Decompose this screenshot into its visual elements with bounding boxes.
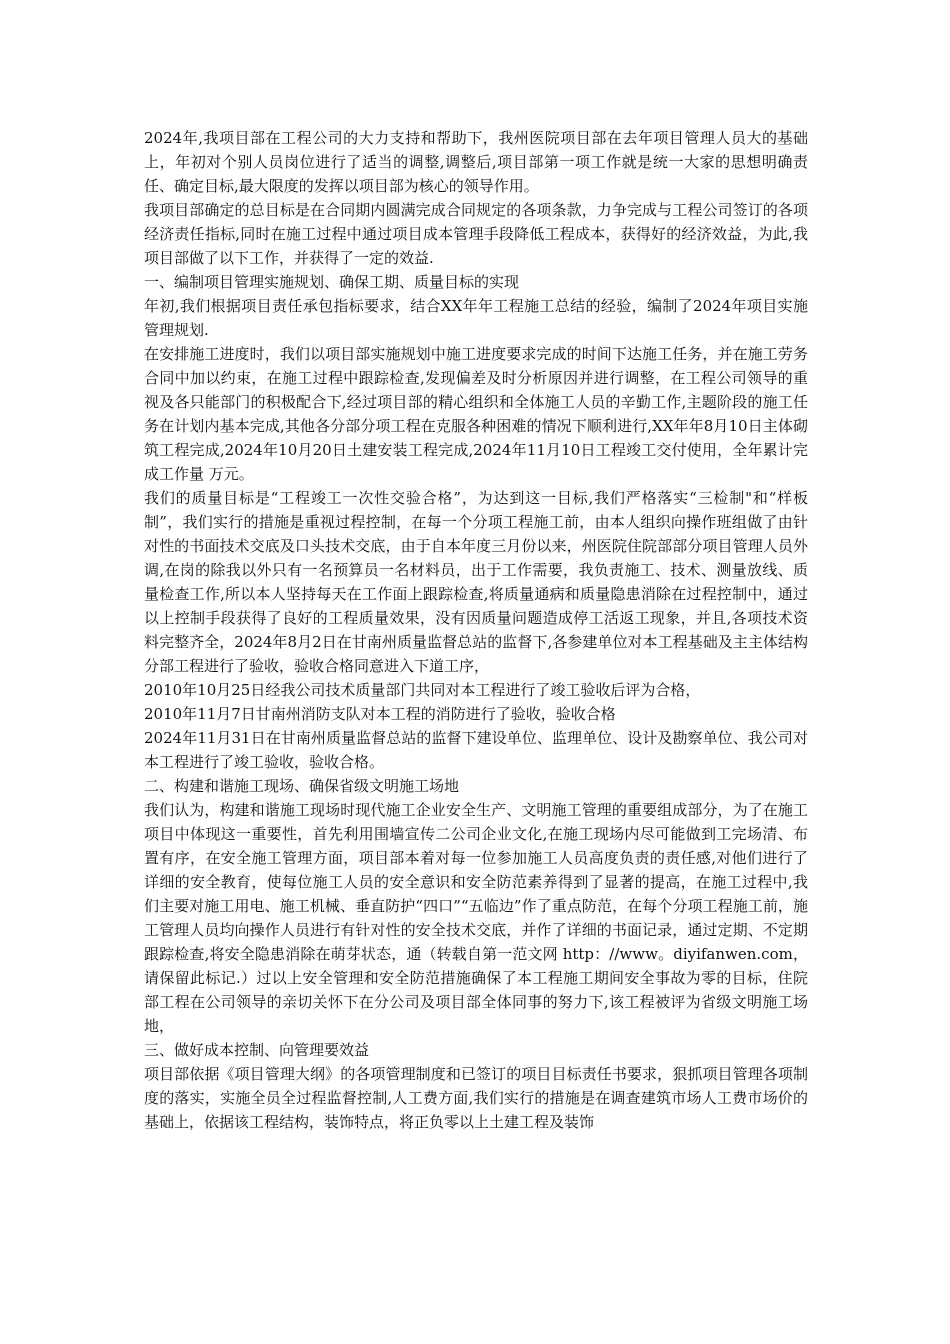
paragraph-overall-goal: 我项目部确定的总目标是在合同期内圆满完成合同规定的各项条款，力争完成与工程公司签订的各项经济责任指标,同时在施工过程中通过项目成本管理手段降低工程成本，获得好的经济效益，为此,我项目部做了以下工作，并获得了一定的效益.	[144, 201, 808, 267]
paragraph-acceptance-3: 2024年11月31日在甘南州质量监督总站的监督下建设单位、监理单位、设计及勘察单位、我公司对本工程进行了竣工验收，验收合格。	[144, 729, 808, 771]
paragraph-schedule: 在安排施工进度时，我们以项目部实施规划中施工进度要求完成的时间下达施工任务，并在施工劳务合同中加以约束，在施工过程中跟踪检查,发现偏差及时分析原因并进行调整，在工程公司领导的重视及各只能部门的积极配合下,经过项目部的精心组织和全体施工人员的辛勤工作,主题阶段的施工任务在计划内基本完成,其他各分部分项工程在克服各种困难的情况下顺利进行,XX年年8月10日主体砌筑工程完成,2024年10月20日土建安装工程完成,2024年11月10日工程竣工交付使用，全年累计完成工作量 万元。	[144, 345, 808, 483]
paragraph-intro: 2024年,我项目部在工程公司的大力支持和帮助下，我州医院项目部在去年项目管理人员大的基础上，年初对个别人员岗位进行了适当的调整,调整后,项目部第一项工作就是统一大家的思想明确责任、确定目标,最大限度的发挥以项目部为核心的领导作用。	[144, 129, 808, 195]
section-heading-3: 三、做好成本控制、向管理要效益	[144, 1041, 370, 1059]
paragraph-planning: 年初,我们根据项目责任承包指标要求，结合XX年年工程施工总结的经验，编制了2024年项目实施管理规划.	[144, 297, 808, 339]
paragraph-cost-control: 项目部依据《项目管理大纲》的各项管理制度和已签订的项目目标责任书要求，狠抓项目管理各项制度的落实，实施全员全过程监督控制,人工费方面,我们实行的措施是在调查建筑市场人工费市场价的基础上，依据该工程结构，装饰特点，将正负零以上土建工程及装饰	[144, 1065, 808, 1131]
section-heading-1: 一、编制项目管理实施规划、确保工期、质量目标的实现	[144, 273, 520, 291]
paragraph-safety: 我们认为，构建和谐施工现场时现代施工企业安全生产、文明施工管理的重要组成部分，为了在施工项目中体现这一重要性，首先利用围墙宣传二公司企业文化,在施工现场内尽可能做到工完场清、布置有序，在安全施工管理方面，项目部本着对每一位参加施工人员高度负责的责任感,对他们进行了详细的安全教育，使每位施工人员的安全意识和安全防范素养得到了显著的提高，在施工过程中,我们主要对施工用电、施工机械、垂直防护“四口”“五临边”作了重点防范，在每个分项工程施工前，施工管理人员均向操作人员进行有针对性的安全技术交底，并作了详细的书面记录，通过定期、不定期跟踪检查,将安全隐患消除在萌芽状态，通（转载自第一范文网 http：//www。diyifanwen.com，请保留此标记.）过以上安全管理和安全防范措施确保了本工程施工期间安全事故为零的目标，住院部工程在公司领导的亲切关怀下在分公司及项目部全体同事的努力下,该工程被评为省级文明施工场地，	[144, 801, 808, 1035]
paragraph-acceptance-1: 2010年10月25日经我公司技术质量部门共同对本工程进行了竣工验收后评为合格，	[144, 681, 701, 699]
document-body	[144, 126, 808, 1134]
paragraph-quality: 我们的质量目标是“工程竣工一次性交验合格”，为达到这一目标,我们严格落实“三检制"和“样板制”，我们实行的措施是重视过程控制，在每一个分项工程施工前，由本人组织向操作班组做了由针对性的书面技术交底及口头技术交底，由于自本年度三月份以来，州医院住院部部分项目管理人员外调,在岗的除我以外只有一名预算员一名材料员，出于工作需要，我负责施工、技术、测量放线、质量检查工作,所以本人坚持每天在工作面上跟踪检查,将质量通病和质量隐患消除在过程控制中，通过以上控制手段获得了良好的工程质量效果，没有因质量问题造成停工活返工现象，并且,各项技术资料完整齐全，2024年8月2日在甘南州质量监督总站的监督下,各参建单位对本工程基础及主主体结构分部工程进行了验收，验收合格同意进入下道工序，	[144, 489, 808, 675]
paragraph-acceptance-2: 2010年11月7日甘南州消防支队对本工程的消防进行了验收，验收合格	[144, 705, 616, 723]
section-heading-2: 二、构建和谐施工现场、确保省级文明施工场地	[144, 777, 460, 795]
